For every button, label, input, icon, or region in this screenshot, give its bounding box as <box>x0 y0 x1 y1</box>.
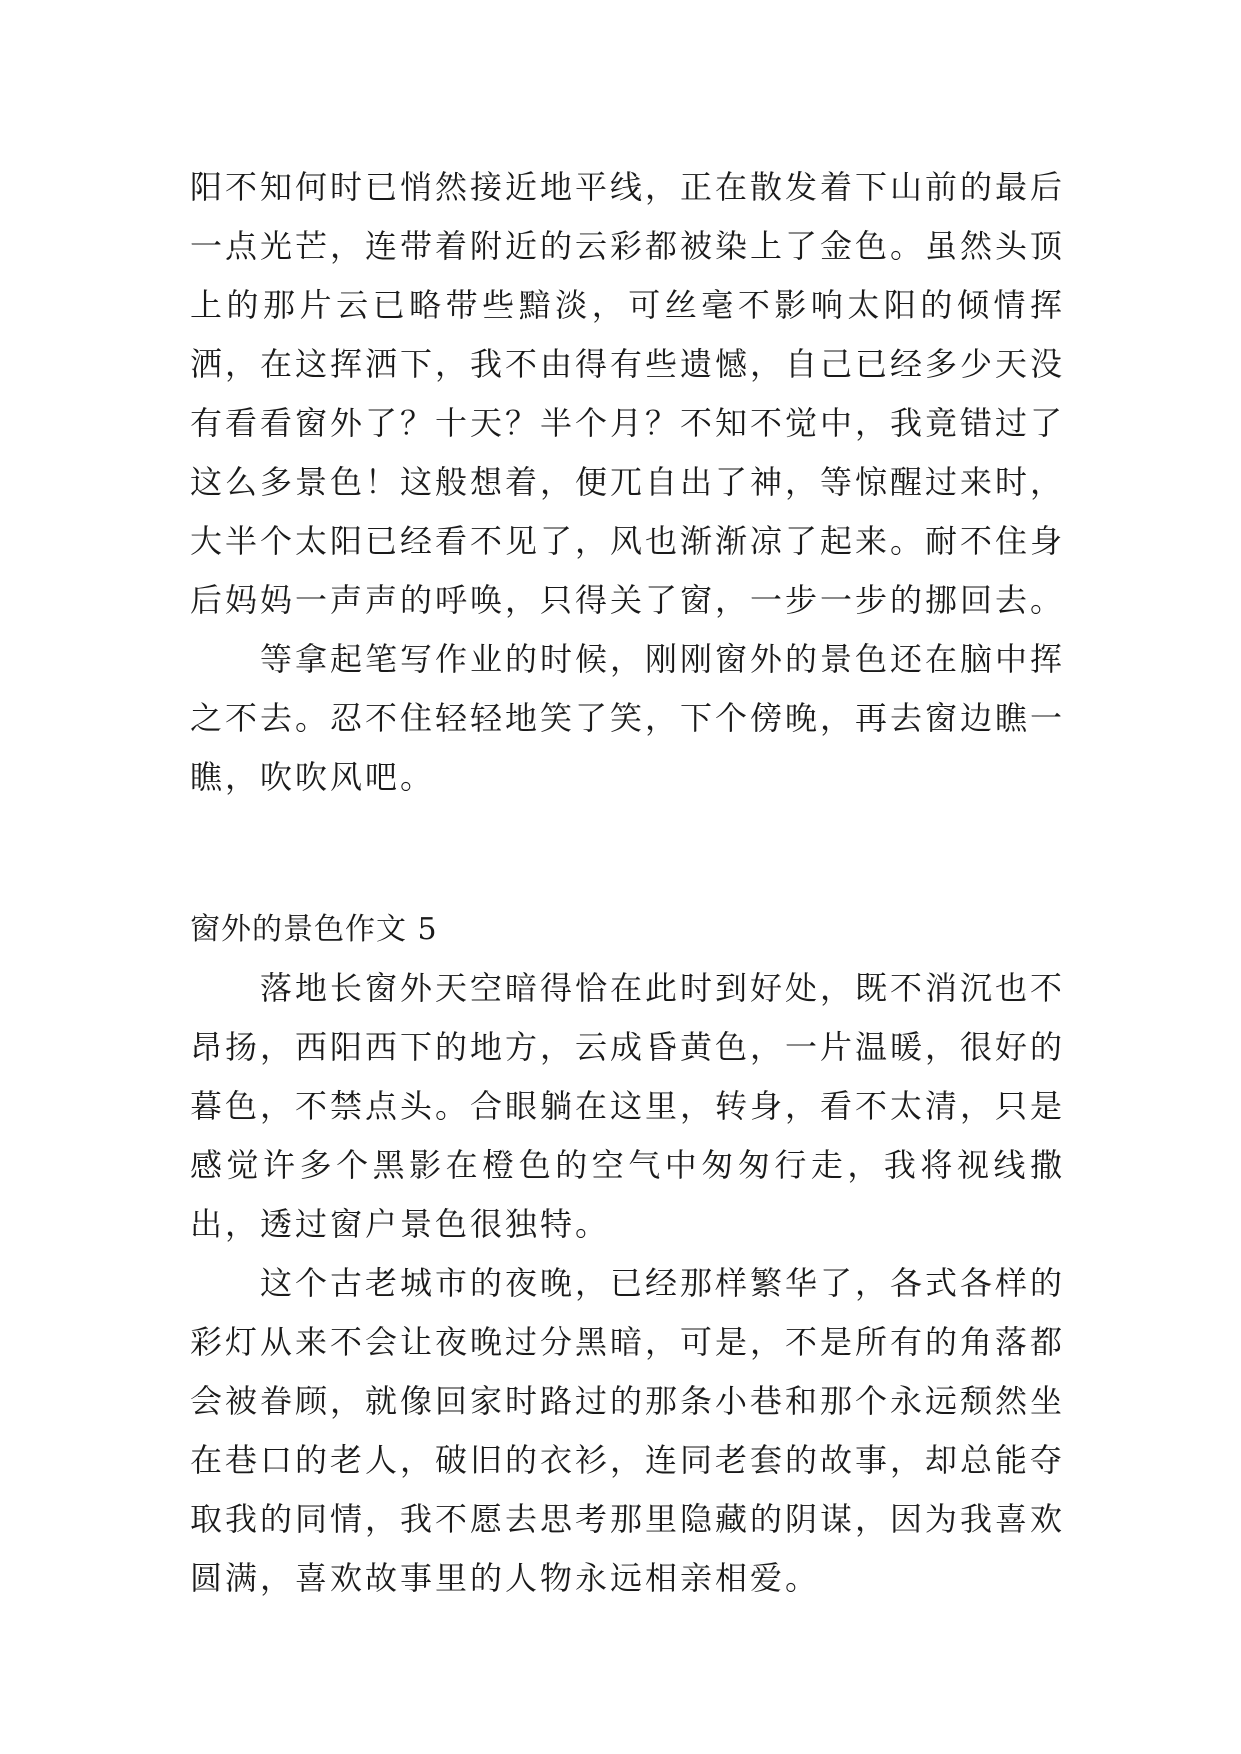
paragraph-continued: 阳不知何时已悄然接近地平线，正在散发着下山前的最后一点光芒，连带着附近的云彩都被染上了金色。虽然头顶上的那片云已略带些黯淡，可丝毫不影响太阳的倾情挥洒，在这挥洒下，我不由得有些遗憾，自己已经多少天没有看看窗外了？十天？半个月？不知不觉中，我竟错过了这么多景色！这般想着，便兀自出了神，等惊醒过来时，大半个太阳已经看不见了，风也渐渐凉了起来。耐不住身后妈妈一声声的呼唤，只得关了窗，一步一步的挪回去。 <box>190 168 1066 619</box>
paragraph: 等拿起笔写作业的时候，刚刚窗外的景色还在脑中挥之不去。忍不住轻轻地笑了笑，下个傍晚，再去窗边瞧一瞧，吹吹风吧。 <box>190 640 1066 796</box>
paragraph: 落地长窗外天空暗得恰在此时到好处，既不消沉也不昂扬，西阳西下的地方，云成昏黄色，一片温暖，很好的暮色，不禁点头。合眼躺在这里，转身，看不太清，只是感觉许多个黑影在橙色的空气中匆匆行走，我将视线撒出，透过窗户景色很独特。 <box>190 969 1066 1243</box>
paragraph: 这个古老城市的夜晚，已经那样繁华了，各式各样的彩灯从来不会让夜晚过分黑暗，可是，不是所有的角落都会被眷顾，就像回家时路过的那条小巷和那个永远颓然坐在巷口的老人，破旧的衣衫，连同老套的故事，却总能夺取我的同情，我不愿去思考那里隐藏的阴谋，因为我喜欢圆满，喜欢故事里的人物永远相亲相爱。 <box>190 1264 1066 1597</box>
document-body <box>190 158 1065 1608</box>
section-title: 窗外的景色作文 5 <box>190 912 438 947</box>
